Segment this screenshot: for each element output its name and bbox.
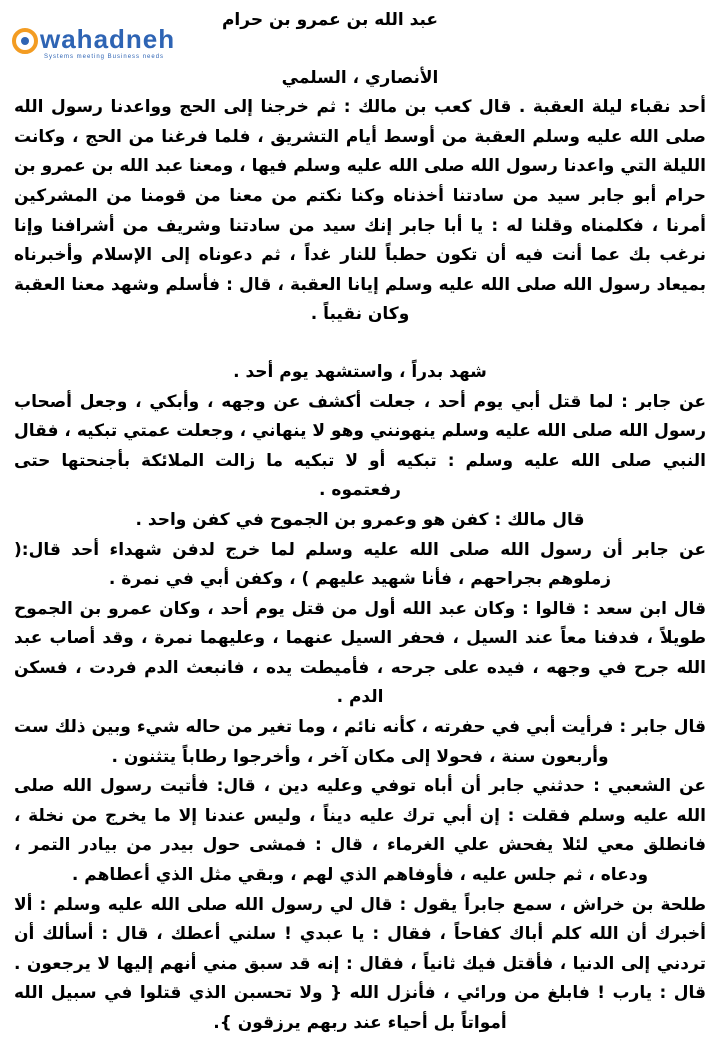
paragraph-burial: عن جابر أن رسول الله صلى الله عليه وسلم لما خرج لدفن شهداء أحد قال:( زملوهم بجراحهم ، فأنا شهيد عليهم ) ، وكفن أبي في نمرة .	[14, 539, 706, 590]
logo-brand-text: wahadneh	[40, 24, 176, 54]
paragraph-badr: شهد بدراً ، واستشهد يوم أحد .	[233, 361, 487, 382]
document-subtitle: الأنصاري ، السلمي	[281, 67, 439, 88]
document-page	[14, 6, 706, 1033]
paragraph-talha: طلحة بن خراش ، سمع جابراً يقول : قال لي رسول الله صلى الله عليه وسلم : ألا أخبرك أن الله كلم أباك كفاحاً ، فقال : يا عبدي ! سلني أعطك ، قال : أسألك أن تردني إلى الدنيا ، فأقتل فيك ثانياً ، فقال : إنه قد سبق مني أنهم إليها لا يرجعون . قال : يارب ! فابلغ من ورائي ، فأنزل الله { ولا تحسبن الذي قتلوا في سبيل الله أمواتاً بل أحياء عند ربهم يرزقون }.	[14, 894, 706, 1033]
logo-tagline: Systems meeting Business needs	[44, 54, 165, 60]
paragraph-aqaba: أحد نقباء ليلة العقبة . قال كعب بن مالك : ثم خرجنا إلى الحج وواعدنا رسول الله صلى الله عليه وسلم العقبة من أوسط أيام التشريق ، فلما فرغنا من الحج ، وكانت الليلة التي واعدنا رسول الله صلى الله عليه وسلم فيها ، ومعنا عبد الله بن عمرو بن حرام أبو جابر سيد من سادتنا أخذناه وكنا نكتم من معنا من قومنا من المشركين أمرنا ، فكلمناه وقلنا له : يا أبا جابر إنك سيد من سادتنا وشريف من أشرافنا وإنا نرغب بك عما أنت فيه أن تكون حطباً للنار غداً ، ثم دعوناه إلى الإسلام وأخبرناه بميعاد رسول الله صلى الله عليه وسلم إيانا العقبة ، قال : فأسلم وشهد معنا العقبة وكان نقيباً .	[14, 97, 706, 325]
paragraph-jabir-grave: قال جابر : فرأيت أبي في حفرته ، كأنه نائم ، وما تغير من حاله شيء وبين ذلك ست وأربعون سنة ، فحولا إلى مكان آخر ، وأخرجوا رطاباً يتثنون .	[14, 717, 706, 767]
paragraph-jabir-weeping: عن جابر : لما قتل أبي يوم أحد ، جعلت أكشف عن وجهه ، وأبكي ، وجعل أصحاب رسول الله صلى الله عليه وسلم ينهونني وهو لا ينهاني ، وجعلت عمتي تبكيه ، فقال النبي صلى الله عليه وسلم : تبكيه أو لا تبكيه ما زالت الملائكة بأجنحتها حتى رفعتموه .	[14, 391, 706, 501]
paragraph-shabi-debt: عن الشعبي : حدثني جابر أن أباه توفي وعليه دين ، قال: فأتيت رسول الله صلى الله عليه وسلم فقلت : إن أبي ترك عليه ديناً ، وليس عندنا إلا ما يخرج من نخلة ، فانطلق معي لئلا يفحش علي الغرماء ، قال : فمشى حول بيدر من بيادر التمر ، ودعاه ، ثم جلس عليه ، فأوفاهم الذي لهم ، وبقي مثل الذي أعطاهم .	[14, 776, 706, 886]
document-title: عبد الله بن عمرو بن حرام	[221, 10, 439, 30]
paragraph-malik: قال مالك : كفن هو وعمرو بن الجموح في كفن واحد .	[135, 509, 585, 530]
paragraph-ibn-saad: قال ابن سعد : قالوا : وكان عبد الله أول من قتل يوم أحد ، وكان عمرو بن الجموح طويلاً ، فدفنا معاً عند السيل ، فحفر السيل عنهما ، وعليهما نمرة ، وقد أصاب عبد الله جرح في وجهه ، فيده على جرحه ، فأميطت يده ، فانبعث الدم فردت ، فسكن الدم .	[14, 598, 706, 708]
